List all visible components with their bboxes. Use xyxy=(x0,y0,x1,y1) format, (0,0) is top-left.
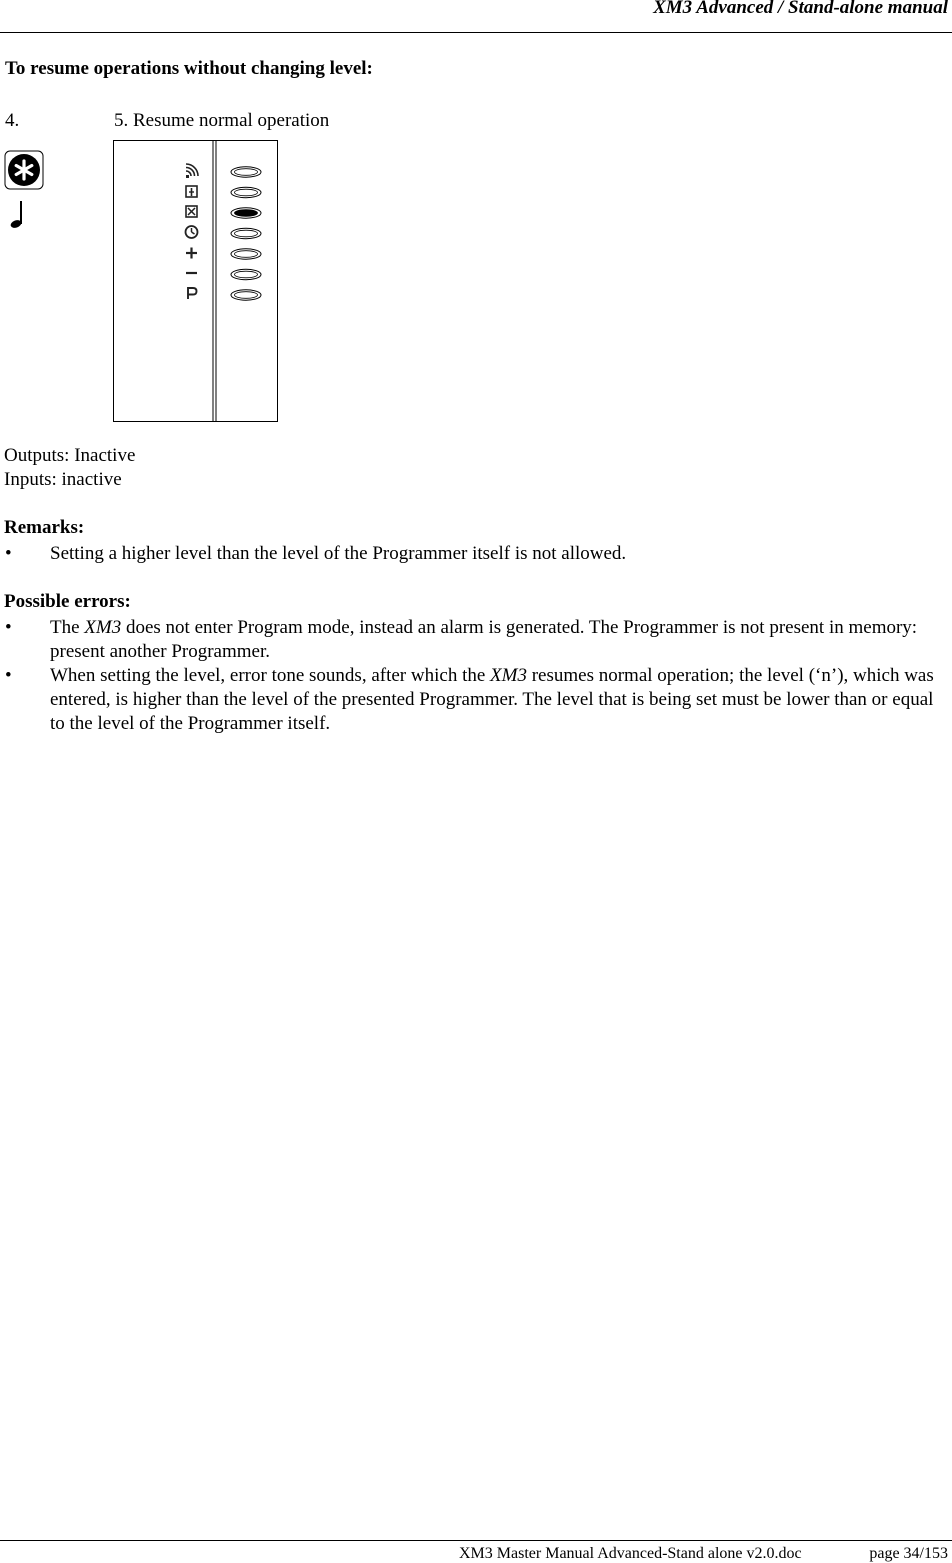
led-off xyxy=(231,187,261,197)
led-lit xyxy=(231,208,261,218)
step-label: 5. Resume normal operation xyxy=(114,110,330,131)
led-off xyxy=(231,228,261,238)
inputs-status: Inputs: inactive xyxy=(4,469,122,490)
tone-note-icon xyxy=(6,199,26,229)
led-off xyxy=(231,167,261,177)
footer-rule xyxy=(0,1540,952,1541)
remarks-title: Remarks: xyxy=(4,517,85,538)
step-number: 4. xyxy=(5,110,20,131)
header-rule xyxy=(0,32,952,33)
bullet: • xyxy=(5,543,12,564)
header-title: XM3 Advanced / Stand-alone manual xyxy=(653,0,948,18)
remark-text: Setting a higher level than the level of the Programmer itself is not allowed. xyxy=(50,543,627,564)
asterisk-key-icon xyxy=(4,150,44,190)
outputs-status: Outputs: Inactive xyxy=(4,445,136,466)
led-off xyxy=(231,290,261,300)
section-title: To resume operations without changing level: xyxy=(5,58,373,79)
error-text: The XM3 does not enter Program mode, instead an alarm is generated. The Programmer is not present in memory: present another Programmer. xyxy=(50,617,918,662)
errors-title: Possible errors: xyxy=(4,591,131,612)
led-panel xyxy=(113,140,278,422)
footer-document-name: XM3 Master Manual Advanced-Stand alone v2.0.doc xyxy=(459,1545,802,1562)
error-text: When setting the level, error tone sounds, after which the XM3 resumes normal operation; the level (‘n’), which was entered, is higher than the level of the presented Programmer. The level that is being set must be lower than or equal to the level of the Programmer itself. xyxy=(50,665,934,734)
bullet: • xyxy=(5,665,12,686)
led-off xyxy=(231,269,261,279)
bullet: • xyxy=(5,617,12,638)
led-off xyxy=(231,249,261,259)
footer-page-number: page 34/153 xyxy=(869,1545,948,1562)
